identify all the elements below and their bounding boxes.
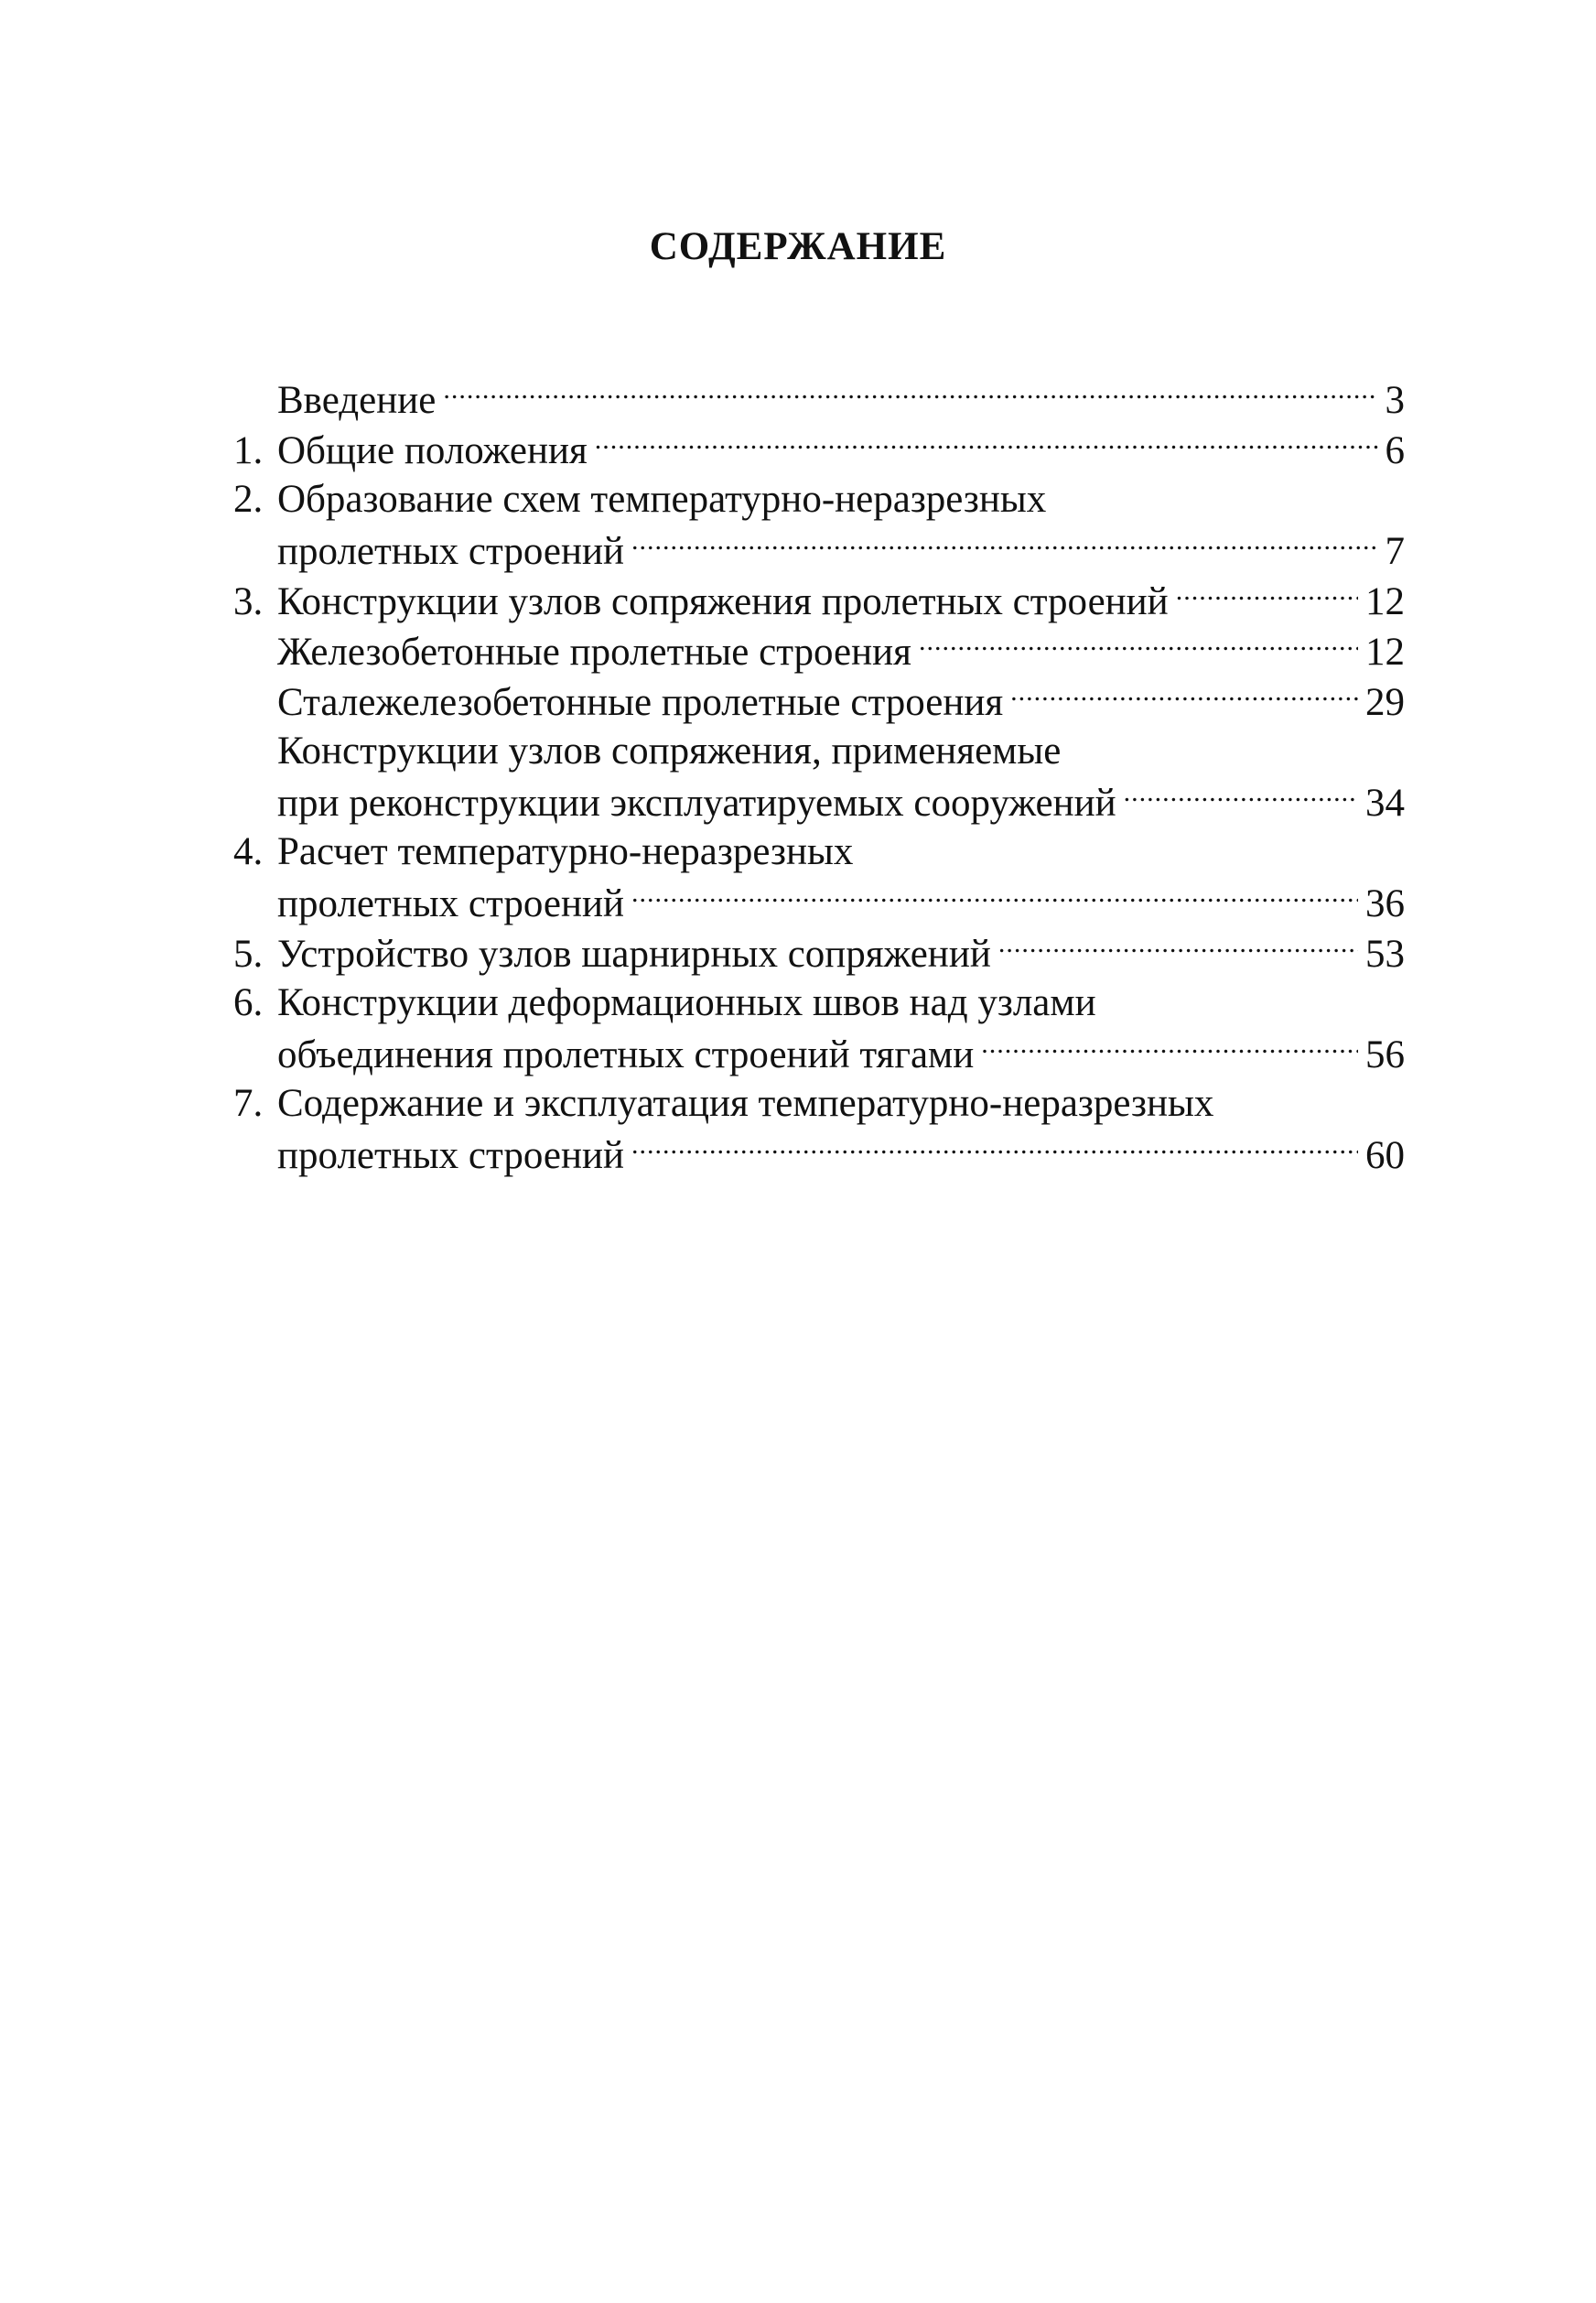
toc-entry-1[interactable] <box>233 424 1405 474</box>
toc-entry-page: 53 <box>1365 933 1405 976</box>
toc-entry-title: Устройство узлов шарнирных сопряжений <box>277 933 991 976</box>
toc-subentry-reconstruction[interactable] <box>233 726 1405 776</box>
toc-entry-page: 3 <box>1385 379 1405 422</box>
toc-entry-title: Железобетонные пролетные строения <box>277 631 911 674</box>
toc-entry-page: 34 <box>1365 782 1405 825</box>
toc-entry-page: 6 <box>1385 429 1405 472</box>
toc-entry-4[interactable] <box>233 827 1405 877</box>
toc-entry-number: 4. <box>233 830 264 873</box>
toc-entry-page: 12 <box>1365 631 1405 674</box>
toc-dot-leader <box>631 1129 1358 1168</box>
toc-entry-6-continued[interactable] <box>233 1028 1405 1078</box>
toc-entry-title: объединения пролетных строений тягами <box>277 1033 975 1076</box>
toc-entry-2[interactable] <box>233 474 1405 524</box>
table-of-contents <box>233 373 1405 1179</box>
toc-entry-title: Сталежелезобетонные пролетные строения <box>277 681 1004 724</box>
toc-entry-title: Конструкции узлов сопряжения пролетных строений <box>277 580 1169 623</box>
toc-dot-leader <box>631 524 1378 564</box>
toc-entry-number: 2. <box>233 478 264 521</box>
toc-entry-title: Конструкции деформационных швов над узлами <box>277 981 1096 1024</box>
toc-dot-leader <box>998 927 1358 967</box>
toc-dot-leader <box>919 625 1358 665</box>
toc-entry-number: 1. <box>233 429 264 472</box>
toc-entry-2-continued[interactable] <box>233 524 1405 575</box>
toc-dot-leader <box>595 424 1378 463</box>
toc-entry-page: 7 <box>1385 530 1405 573</box>
toc-entry-number: 7. <box>233 1082 264 1125</box>
toc-dot-leader <box>1010 676 1358 715</box>
toc-entry-title: Расчет температурно-неразрезных <box>277 830 854 873</box>
toc-dot-leader <box>1176 575 1358 614</box>
toc-entry-4-continued[interactable] <box>233 877 1405 927</box>
toc-entry-number: 5. <box>233 933 264 976</box>
toc-entry-introduction[interactable] <box>233 373 1405 424</box>
toc-entry-title: пролетных строений <box>277 1134 624 1177</box>
toc-entry-page: 36 <box>1365 882 1405 925</box>
page-title: СОДЕРЖАНИЕ <box>649 225 947 268</box>
toc-subentry-steel-concrete[interactable] <box>233 676 1405 726</box>
toc-entry-page: 29 <box>1365 681 1405 724</box>
toc-entry-title: пролетных строений <box>277 530 624 573</box>
toc-entry-title: Образование схем температурно-неразрезных <box>277 478 1047 521</box>
toc-entry-7[interactable] <box>233 1078 1405 1129</box>
toc-entry-title: Общие положения <box>277 429 588 472</box>
toc-dot-leader <box>443 373 1377 413</box>
toc-entry-title: при реконструкции эксплуатируемых сооружений <box>277 782 1116 825</box>
toc-entry-number: 3. <box>233 580 264 623</box>
toc-entry-7-continued[interactable] <box>233 1129 1405 1179</box>
toc-entry-5[interactable] <box>233 927 1405 978</box>
toc-entry-title: пролетных строений <box>277 882 624 925</box>
toc-entry-page: 60 <box>1365 1134 1405 1177</box>
toc-entry-page: 12 <box>1365 580 1405 623</box>
toc-dot-leader <box>981 1028 1358 1067</box>
toc-entry-title: Содержание и эксплуатация температурно-неразрезных <box>277 1082 1214 1125</box>
toc-dot-leader <box>1124 776 1358 816</box>
toc-entry-3[interactable] <box>233 575 1405 625</box>
toc-subentry-reinforced-concrete[interactable] <box>233 625 1405 676</box>
toc-entry-title: Введение <box>277 379 437 422</box>
toc-entry-page: 56 <box>1365 1033 1405 1076</box>
toc-subentry-reconstruction-continued[interactable] <box>233 776 1405 827</box>
toc-entry-6[interactable] <box>233 978 1405 1028</box>
toc-entry-number: 6. <box>233 981 264 1024</box>
toc-dot-leader <box>631 877 1358 916</box>
toc-entry-title: Конструкции узлов сопряжения, применяемые <box>277 730 1062 773</box>
